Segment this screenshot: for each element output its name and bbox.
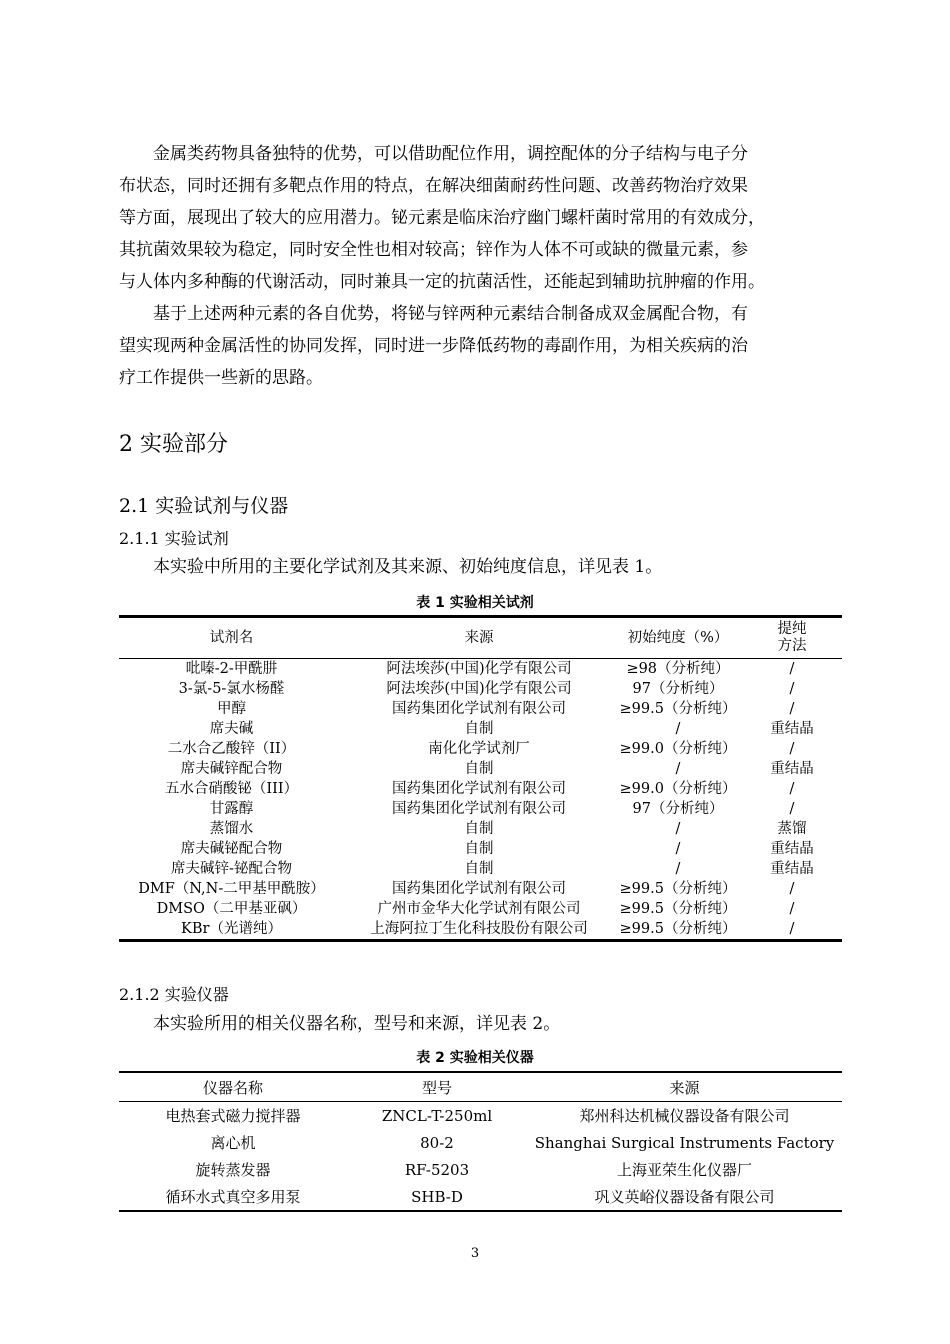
table-cell: 国药集团化学试剂有限公司 [392,801,566,817]
column-header: 提纯 方法 [742,617,842,659]
table-row [119,839,842,859]
table-cell: / [789,881,795,897]
table-cell: 席夫碱锌配合物 [180,761,283,777]
table-cell: 循环水式真空多用泵 [165,1188,301,1206]
table-cell: / [789,921,795,937]
table-row [119,859,842,879]
column-header: 型号 [347,1072,527,1102]
table-cell: 甲醇 [217,701,246,717]
paragraph-line: 等方面，展现出了较大的应用潜力。铋元素是临床治疗幽门螺杆菌时常用的有效成分， [119,208,765,228]
column-header: 初始纯度（%） [614,617,742,659]
table-cell: 3-氯-5-氯水杨醛 [178,681,285,697]
table-cell: DMF（N,N-二甲基甲酰胺） [138,881,325,897]
table-cell: / [789,781,795,797]
table-cell: 自制 [464,821,494,837]
paragraph-line: 与人体内多种酶的代谢活动，同时兼具一定的抗菌活性，还能起到辅助抗肿瘤的作用。 [119,272,765,292]
table-cell: 自制 [464,761,494,777]
table-row [119,1156,842,1183]
table-row [119,719,842,739]
paragraph-line: 其抗菌效果较为稳定，同时安全性也相对较高；锌作为人体不可或缺的微量元素，参 [119,240,748,260]
table-cell: 蒸馏 [777,821,807,837]
paragraph-line: 望实现两种金属活性的协同发挥，同时进一步降低药物的毒副作用，为相关疾病的治 [119,336,748,356]
table-row [119,919,842,941]
paragraph-reagents-intro [119,551,843,583]
table-cell: / [675,841,681,857]
section-heading: 2 实验部分 [119,432,228,457]
table-row [119,1183,842,1211]
reagents-table [119,615,842,942]
table-cell: ≥99.5（分析纯） [619,701,737,717]
table-cell: 巩义英峪仪器设备有限公司 [594,1188,775,1206]
table-row [119,759,842,779]
table-cell: / [675,821,681,837]
table-cell: 重结晶 [770,721,814,737]
table-cell: KBr（光谱纯） [181,921,282,937]
table-row [119,1129,842,1156]
table-row [119,899,842,919]
table-row [119,739,842,759]
table2-caption: 表 2 实验相关仪器 [416,1050,534,1066]
table-cell: 阿法埃莎(中国)化学有限公司 [386,661,572,677]
column-header: 试剂名 [119,617,344,659]
paragraph-instruments-intro [119,1008,843,1040]
table-cell: DMSO（二甲基亚砜） [156,901,307,917]
table-cell: 重结晶 [770,761,814,777]
table-cell: 自制 [464,841,494,857]
subsection-heading: 2.1 实验试剂与仪器 [119,495,289,517]
table-header-row [119,1072,842,1102]
table-cell: / [789,661,795,677]
page-number: 3 [470,1246,480,1261]
column-header: 来源 [344,617,614,659]
table-cell: SHB-D [411,1187,463,1206]
table-header-row [119,617,842,659]
table-cell: 97（分析纯） [632,681,724,697]
table-cell: / [789,901,795,917]
paragraph-line: 疗工作提供一些新的思路。 [119,368,323,388]
paragraph-line: 布状态，同时还拥有多靶点作用的特点，在解决细菌耐药性问题、改善药物治疗效果 [119,176,748,196]
table-cell: ≥99.0（分析纯） [619,741,737,757]
table-cell: ZNCL-T-250ml [381,1106,493,1125]
table-cell: / [789,701,795,717]
table-cell: / [789,741,795,757]
table-row [119,779,842,799]
table-cell: 二水合乙酸锌（II） [167,741,296,757]
table-cell: / [675,861,681,877]
table-cell: 上海亚荣生化仪器厂 [616,1161,752,1179]
table-cell: 自制 [464,861,494,877]
instruments-table [119,1071,842,1212]
column-header: 仪器名称 [119,1072,347,1102]
table-cell: ≥98（分析纯） [626,661,730,677]
table-cell: 阿法埃莎(中国)化学有限公司 [386,681,572,697]
table-row [119,659,842,680]
table-cell: 重结晶 [770,861,814,877]
table-cell: 广州市金华大化学试剂有限公司 [377,901,581,917]
table-cell: 自制 [464,721,494,737]
table-cell: 97（分析纯） [632,801,724,817]
paragraph-rationale [119,298,843,394]
table-cell: 郑州科达机械仪器设备有限公司 [579,1107,790,1125]
table-cell: / [675,721,681,737]
paragraph-line: 金属类药物具备独特的优势，可以借助配位作用，调控配体的分子结构与电子分 [153,144,748,164]
table-cell: 蒸馏水 [209,821,254,837]
table-cell: ≥99.0（分析纯） [619,781,737,797]
table-cell: RF-5203 [404,1160,470,1179]
paragraph-intro [119,138,843,298]
table-cell: 电热套式磁力搅拌器 [165,1107,301,1125]
table-cell: 席夫碱铋配合物 [180,841,283,857]
table-row [119,799,842,819]
table1-caption: 表 1 实验相关试剂 [416,595,534,611]
table-cell: / [789,801,795,817]
table-cell: 五水合硝酸铋（III） [164,781,299,797]
subsubsection-heading: 2.1.2 实验仪器 [119,985,229,1004]
table-cell: ≥99.5（分析纯） [619,921,737,937]
table-cell: ≥99.5（分析纯） [619,881,737,897]
table-row [119,879,842,899]
table-cell: 南化化学试剂厂 [428,741,530,757]
table-cell: 吡嗪-2-甲酰肼 [185,661,278,677]
table-cell: 上海阿拉丁生化科技股份有限公司 [370,921,588,937]
table-cell: 席夫碱 [209,721,254,737]
paragraph-line: 本实验所用的相关仪器名称，型号和来源，详见表 2。 [153,1014,561,1034]
table-cell: ≥99.5（分析纯） [619,901,737,917]
table-cell: 离心机 [210,1134,256,1152]
table-cell: 席夫碱锌-铋配合物 [171,861,292,877]
table-row [119,699,842,719]
table-row [119,819,842,839]
paragraph-line: 本实验中所用的主要化学试剂及其来源、初始纯度信息，详见表 1。 [153,557,663,577]
table-cell: / [789,681,795,697]
table-cell: 甘露醇 [209,801,254,817]
table-cell: 重结晶 [770,841,814,857]
table-cell: Shanghai Surgical Instruments Factory [534,1133,835,1152]
table-row [119,1102,842,1130]
table-cell: 80-2 [420,1133,454,1152]
table-cell: 旋转蒸发器 [195,1161,271,1179]
table-row [119,679,842,699]
column-header: 来源 [527,1072,842,1102]
table-cell: 国药集团化学试剂有限公司 [392,701,566,717]
paragraph-line: 基于上述两种元素的各自优势，将铋与锌两种元素结合制备成双金属配合物，有 [153,304,748,324]
subsubsection-heading: 2.1.1 实验试剂 [119,529,229,548]
table-cell: 国药集团化学试剂有限公司 [392,881,566,897]
table-cell: / [675,761,681,777]
table-cell: 国药集团化学试剂有限公司 [392,781,566,797]
